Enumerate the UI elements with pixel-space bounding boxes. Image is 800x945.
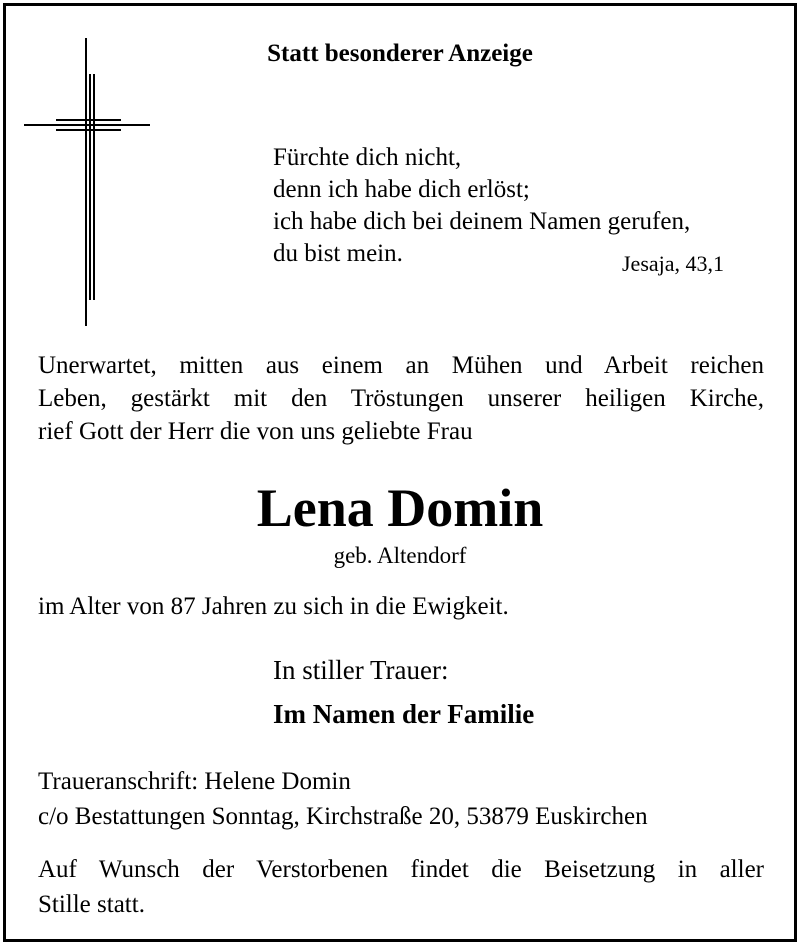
verse-line: du bist mein.: [273, 240, 403, 267]
mourning-address: [38, 764, 648, 834]
intro-line: Leben, gestärkt mit den Tröstungen unserer heiligen Kirche,: [38, 385, 764, 412]
mourning-family: Im Namen der Familie: [273, 699, 535, 729]
verse-line: ich habe dich bei deinem Namen gerufen,: [273, 208, 691, 235]
address-line: c/o Bestattungen Sonntag, Kirchstraße 20, 53879 Euskirchen: [38, 803, 648, 830]
age-line: im Alter von 87 Jahren zu sich in die Ewigkeit.: [38, 593, 509, 620]
address-line: Traueranschrift: Helene Domin: [38, 768, 351, 795]
intro-paragraph: [38, 349, 764, 448]
verse-line: denn ich habe dich erlöst;: [273, 176, 530, 203]
verse-line: Fürchte dich nicht,: [273, 144, 462, 171]
cross-icon: [24, 38, 150, 326]
birth-name: geb. Altendorf: [333, 543, 467, 568]
deceased-name: Lena Domin: [256, 478, 544, 538]
intro-line: rief Gott der Herr die von uns geliebte Frau: [38, 418, 473, 445]
notice-header: Statt besonderer Anzeige: [267, 40, 533, 67]
mourning-label: In stiller Trauer:: [273, 655, 449, 685]
note-line: Stille statt.: [38, 891, 145, 918]
intro-line: Unerwartet, mitten aus einem an Mühen und Arbeit reichen: [38, 352, 764, 379]
burial-note: [38, 852, 764, 922]
note-line: Auf Wunsch der Verstorbenen findet die Beisetzung in aller: [38, 856, 764, 883]
verse-reference: Jesaja, 43,1: [622, 251, 725, 276]
